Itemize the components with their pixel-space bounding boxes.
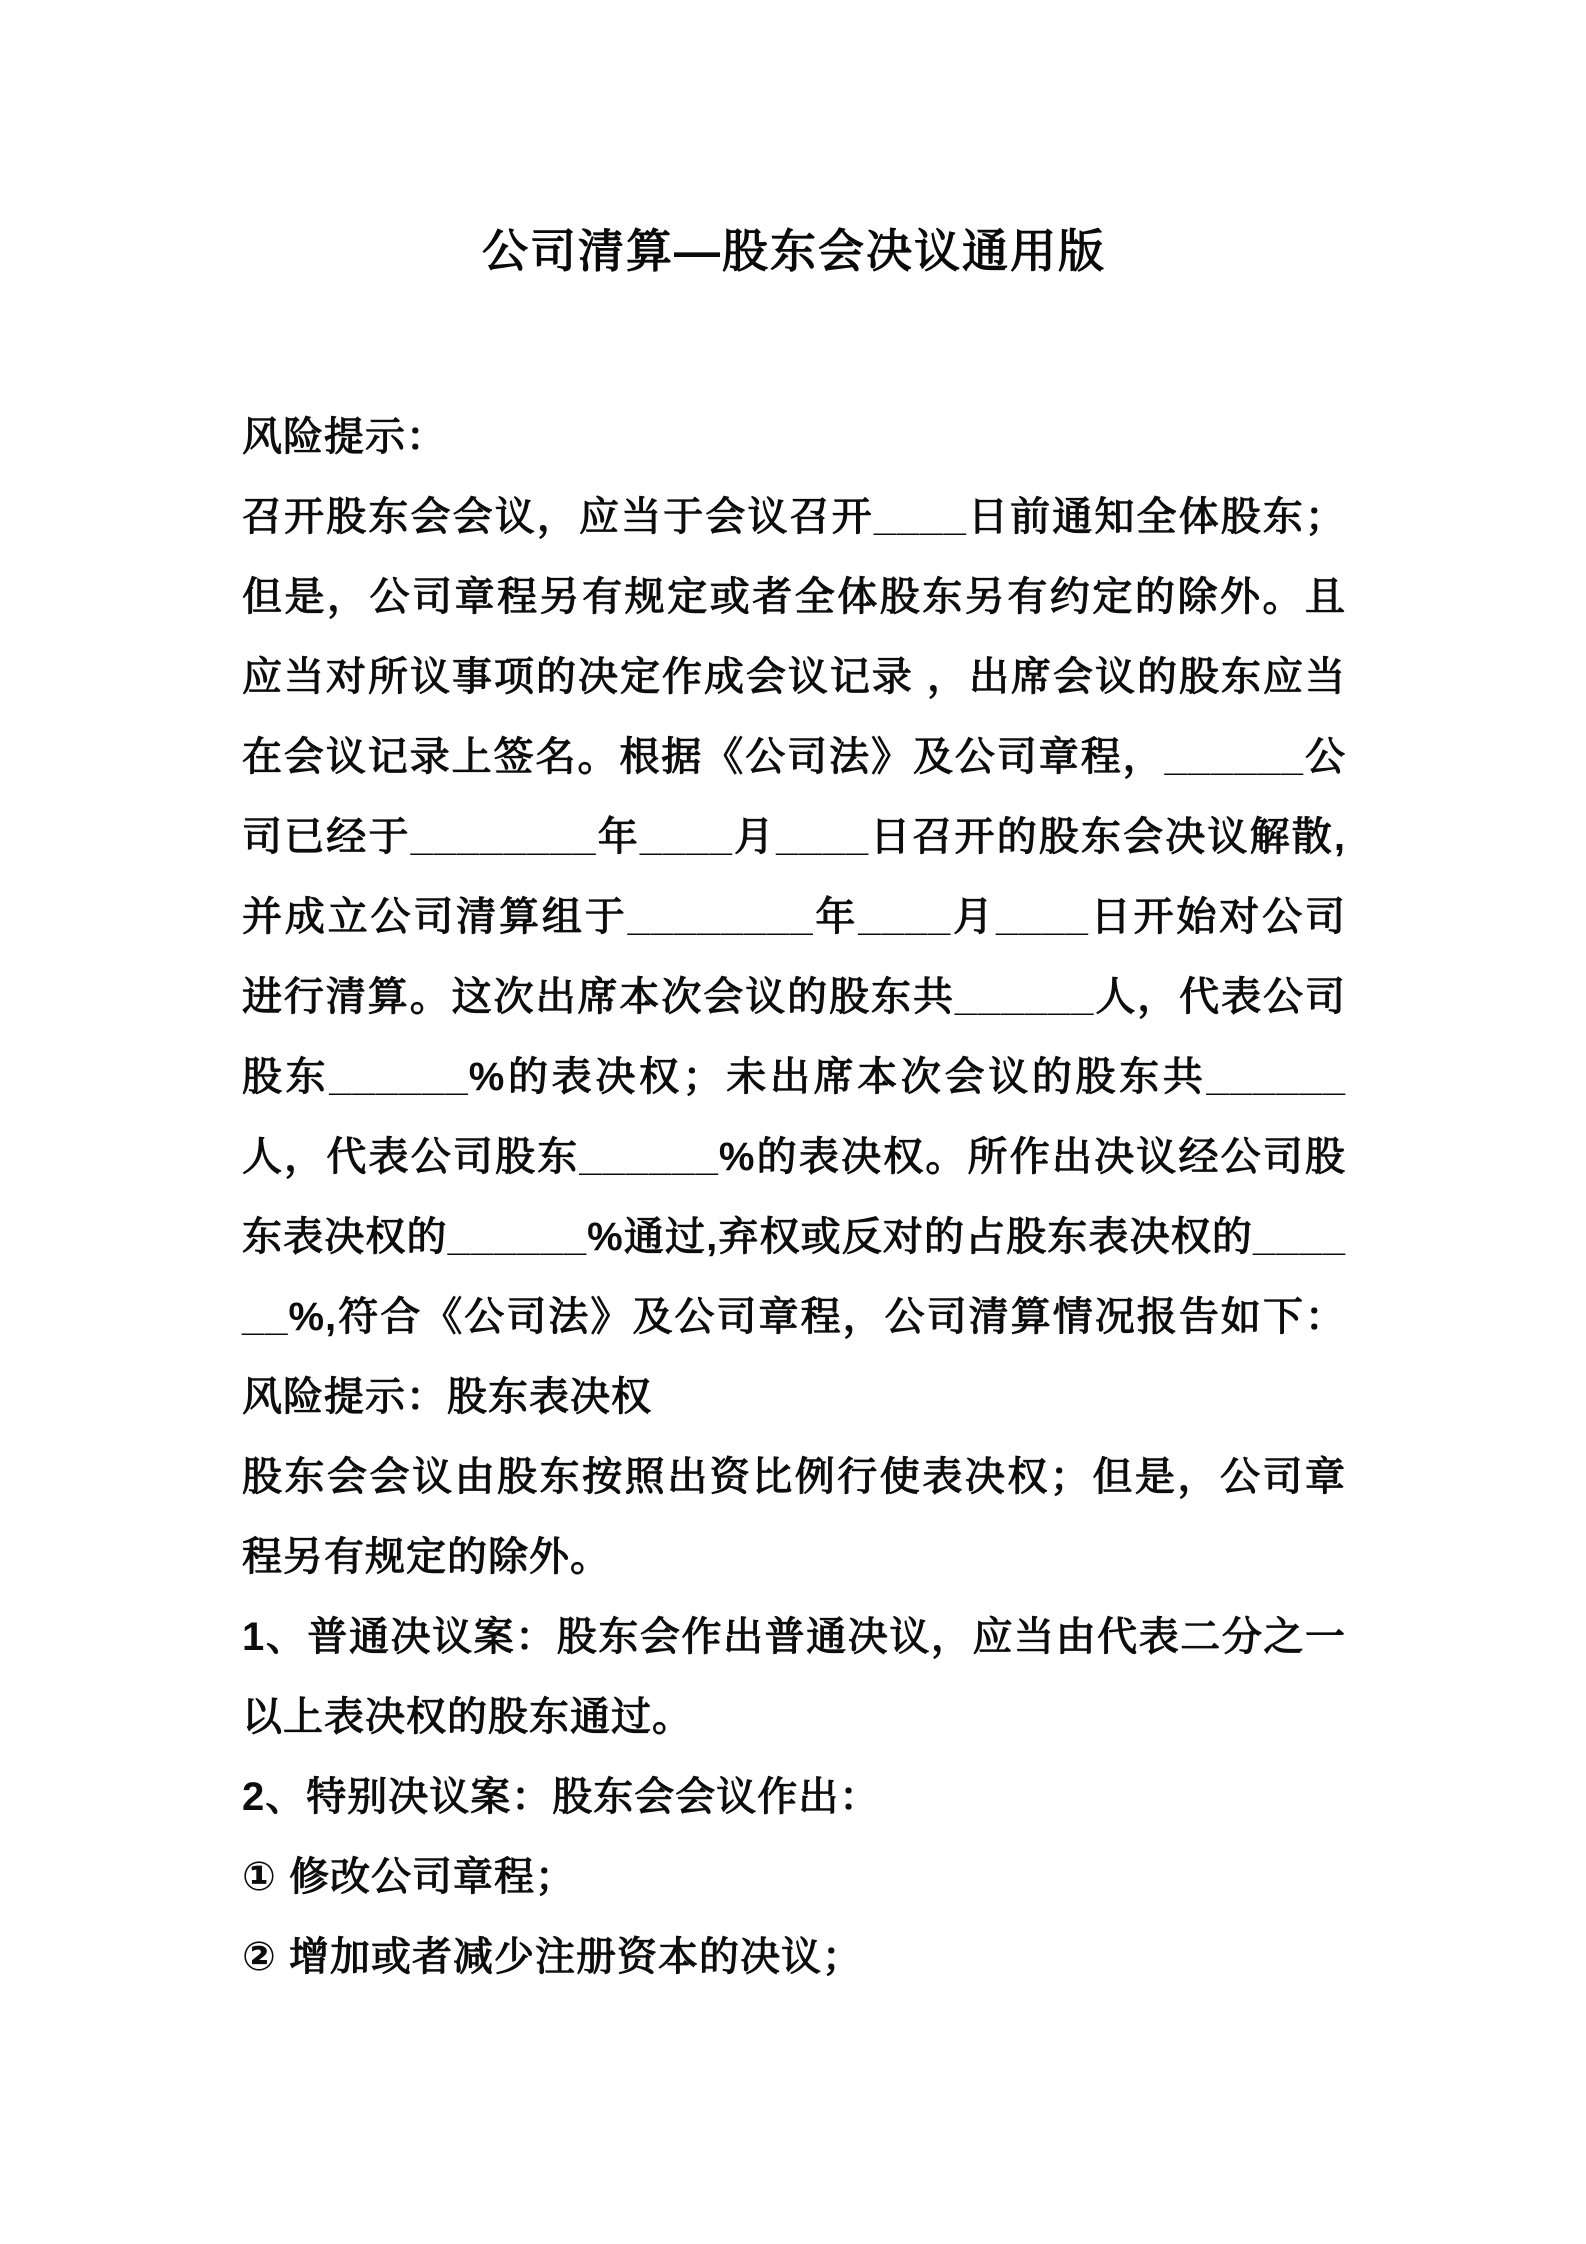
list-item-registered-capital: ② 增加或者减少注册资本的决议； [242,1935,863,1979]
paragraph-voting-rights-rule: 股东会会议由股东按照出资比例行使表决权；但是，公司章程另有规定的除外。 [242,1455,1346,1579]
document-content [242,215,1346,1997]
paragraph-special-resolution: 2、特别决议案：股东会会议作出： [242,1775,881,1819]
paragraph-ordinary-resolution: 1、普通决议案：股东会作出普通决议，应当由代表二分之一以上表决权的股东通过。 [242,1615,1346,1739]
document-title: 公司清算—股东会决议通用版 [482,225,1106,277]
list-item-amend-articles: ① 修改公司章程； [242,1855,576,1899]
paragraph-risk-notice-label: 风险提示： [242,415,447,459]
paragraph-risk-notice-body: 召开股东会会议，应当于会议召开____日前通知全体股东；但是，公司章程另有规定或者全体股东另有约定的除外。且应当对所议事项的决定作成会议记录 ，出席会议的股东应当在会议记录上签名。根据《公司法》及公司章程，______公司已经于________年____月____日召开的股东会决议解散,并成立公司清算组于________年____月____日开始对公司进行清算。这次出席本次会议的股东共______人，代表公司股东______%的表决权；未出席本次会议的股东共______人，代表公司股东______%的表决权。所作出决议经公司股东表决权的______%通过,弃权或反对的占股东表决权的______%,符合《公司法》及公司章程，公司清算情况报告如下：风险提示：股东表决权 [242,495,1346,1419]
